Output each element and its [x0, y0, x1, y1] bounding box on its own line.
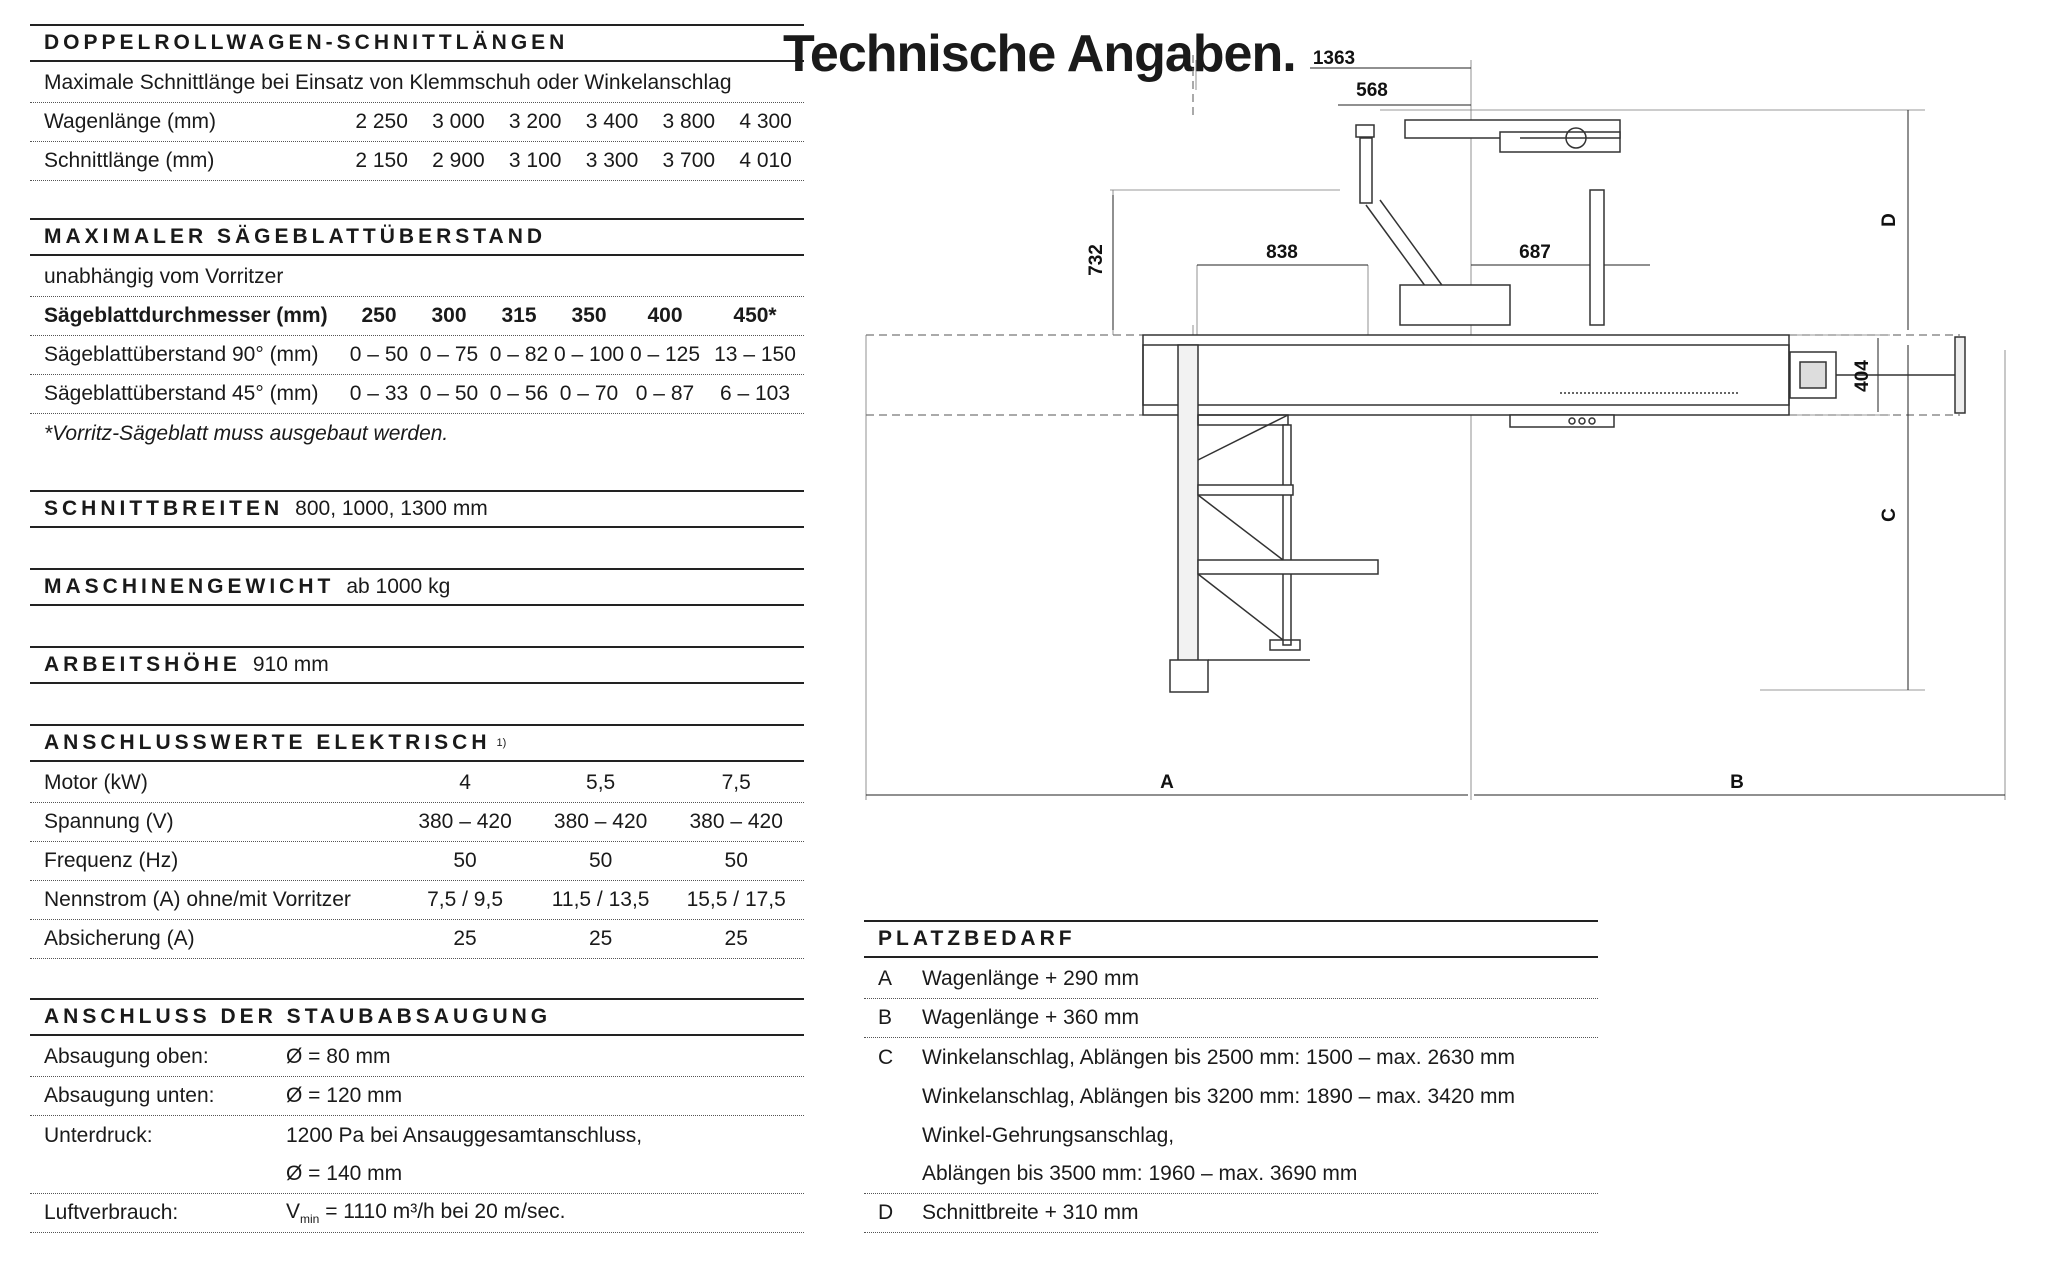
cell: 380 – 420 — [553, 810, 648, 833]
row-label: Luftverbrauch: — [44, 1201, 179, 1224]
cell: 11,5 / 13,5 — [551, 888, 650, 911]
cell: 50 — [724, 849, 748, 872]
cell: Ø = 140 mm — [286, 1162, 403, 1185]
row-label: Absaugung unten: — [44, 1084, 215, 1107]
cell: 25 — [453, 927, 477, 950]
page-title: Technische Angaben. — [783, 25, 1296, 83]
cell: 3 300 — [585, 149, 639, 172]
footnote-marker: 1) — [496, 737, 507, 749]
cell: 3 100 — [508, 149, 562, 172]
section-title-text: ANSCHLUSSWERTE ELEKTRISCH — [44, 731, 491, 754]
table-row — [30, 1038, 804, 1077]
footnote-row — [30, 414, 804, 453]
cell: 0 – 87 — [635, 382, 695, 405]
list-item — [864, 1038, 1598, 1077]
cell: 0 – 50 — [419, 382, 479, 405]
dimension-label: A — [1160, 772, 1174, 793]
dimension-label: D — [1879, 213, 1900, 227]
list-item — [864, 960, 1598, 999]
table-row — [30, 920, 804, 959]
cell: 2 900 — [432, 149, 485, 172]
row-label: Frequenz (Hz) — [44, 849, 179, 872]
list-item — [864, 1155, 1598, 1194]
table-row — [30, 1155, 804, 1194]
cell: 6 – 103 — [719, 382, 791, 405]
extension-lines — [866, 60, 2005, 800]
cell: 1200 Pa bei Ansauggesamtanschluss, — [286, 1123, 643, 1147]
row-label: Absaugung oben: — [44, 1045, 209, 1068]
cell: 0 – 100 — [554, 343, 625, 366]
item-text: Schnittbreite + 310 mm — [922, 1201, 1139, 1224]
value-text: = 1110 m³/h bei 20 m/sec. — [319, 1199, 566, 1223]
cell: 3 000 — [432, 110, 485, 133]
row-label: Schnittlänge (mm) — [44, 149, 215, 172]
section-value: 910 mm — [252, 653, 329, 676]
cell: 0 – 33 — [349, 382, 409, 405]
table-row — [30, 64, 804, 103]
item-letter: C — [878, 1045, 894, 1069]
cell: 0 – 75 — [419, 343, 479, 366]
dimension-label: B — [1730, 772, 1744, 793]
table-row — [30, 1194, 804, 1233]
section-title-text: MASCHINENGEWICHT — [44, 575, 335, 598]
section-staub-title — [30, 998, 804, 1036]
item-text: Winkelanschlag, Ablängen bis 2500 mm: 1500 – max. 2630 mm — [922, 1045, 1515, 1069]
subtitle: Maximale Schnittlänge bei Einsatz von Klemmschuh oder Winkelanschlag — [44, 71, 732, 94]
dimension-label: 1363 — [1312, 48, 1356, 69]
cell: 380 – 420 — [418, 810, 512, 833]
item-letter: D — [878, 1201, 894, 1224]
cell: 0 – 56 — [489, 382, 549, 405]
list-item — [864, 999, 1598, 1038]
crosscut-arm — [1356, 120, 1620, 325]
section-platzbedarf-title — [864, 920, 1598, 958]
table-row — [30, 842, 804, 881]
row-label: Absicherung (A) — [44, 927, 195, 950]
item-text: Ablängen bis 3500 mm: 1960 – max. 3690 mm — [922, 1162, 1358, 1185]
row-label: Unterdruck: — [44, 1123, 153, 1147]
cell: 15,5 / 17,5 — [686, 888, 786, 911]
dimension-label: C — [1879, 508, 1900, 522]
section-title-text: SCHNITTBREITEN — [44, 497, 284, 520]
column-header: 450* — [733, 304, 777, 327]
cell: 50 — [453, 849, 477, 872]
item-letter: B — [878, 1006, 893, 1029]
list-item — [864, 1194, 1598, 1233]
section-arbeitshoehe — [30, 646, 804, 684]
cell: 3 700 — [662, 149, 716, 172]
row-label: Spannung (V) — [44, 810, 174, 833]
cell: 4 300 — [739, 110, 792, 133]
dimension-label: 568 — [1356, 80, 1388, 101]
list-item — [864, 1116, 1598, 1155]
cell: 0 – 50 — [349, 343, 409, 366]
value-subscript: min — [300, 1212, 320, 1227]
value-prefix: V — [286, 1199, 301, 1223]
technical-drawing — [860, 40, 2010, 810]
section-value: ab 1000 kg — [346, 575, 451, 598]
section-title-text: MAXIMALER SÄGEBLATTÜBERSTAND — [44, 225, 547, 248]
column-header: 300 — [431, 304, 467, 327]
column-header: 400 — [647, 304, 683, 327]
table-row — [30, 336, 804, 375]
table-header-row — [30, 297, 804, 336]
row-label: Wagenlänge (mm) — [44, 110, 216, 133]
row-label: Sägeblattüberstand 45° (mm) — [44, 382, 319, 405]
list-item — [864, 1077, 1598, 1116]
subtitle: unabhängig vom Vorritzer — [44, 265, 284, 288]
cell: 25 — [588, 927, 613, 950]
cell: 13 – 150 — [714, 343, 796, 366]
section-ueberstand-title — [30, 218, 804, 256]
cell: 0 – 125 — [629, 343, 701, 366]
section-doppelrollwagen-title — [30, 24, 804, 62]
section-title-text: ANSCHLUSS DER STAUBABSAUGUNG — [44, 1005, 552, 1028]
cell: 380 – 420 — [689, 810, 783, 833]
row-label: Motor (kW) — [44, 771, 148, 794]
cell: Ø = 120 mm — [286, 1084, 403, 1107]
section-elektrisch-title — [30, 724, 804, 762]
cell: 3 200 — [508, 110, 562, 133]
cell: 3 800 — [662, 110, 716, 133]
column-header: 315 — [501, 304, 537, 327]
machine-body — [1143, 335, 1965, 427]
table-row — [30, 1077, 804, 1116]
cell — [286, 1200, 565, 1226]
dimension-lines — [866, 68, 2005, 795]
section-gewicht — [30, 568, 804, 606]
cell: 0 – 82 — [489, 343, 549, 366]
table-row — [30, 375, 804, 414]
section-title-text: DOPPELROLLWAGEN-SCHNITTLÄNGEN — [44, 31, 569, 54]
item-text: Wagenlänge + 360 mm — [922, 1006, 1139, 1029]
dimension-label: 687 — [1519, 242, 1551, 263]
cell: 0 – 70 — [559, 382, 619, 405]
table-row — [30, 258, 804, 297]
footnote: *Vorritz-Sägeblatt muss ausgebaut werden. — [44, 421, 449, 445]
row-label: Sägeblattdurchmesser (mm) — [44, 304, 328, 327]
row-label: Nennstrom (A) ohne/mit Vorritzer — [44, 888, 351, 911]
item-text: Wagenlänge + 290 mm — [922, 967, 1139, 990]
cell: Ø = 80 mm — [286, 1045, 391, 1068]
section-title-text: PLATZBEDARF — [878, 927, 1076, 950]
cell: 7,5 / 9,5 — [427, 888, 503, 911]
column-header: 350 — [571, 304, 607, 327]
dimension-label: 404 — [1852, 360, 1873, 392]
table-row — [30, 764, 804, 803]
table-row — [30, 803, 804, 842]
cell: 2 150 — [355, 149, 408, 172]
table-row — [30, 142, 804, 181]
table-row — [30, 103, 804, 142]
cell: 50 — [588, 849, 613, 872]
row-label: Sägeblattüberstand 90° (mm) — [44, 343, 319, 366]
cell: 4 — [459, 771, 471, 794]
cell: 3 400 — [585, 110, 639, 133]
column-header: 250 — [361, 304, 397, 327]
cell: 5,5 — [586, 771, 616, 794]
dimension-label: 838 — [1266, 242, 1298, 263]
section-value: 800, 1000, 1300 mm — [295, 497, 488, 520]
item-text: Winkelanschlag, Ablängen bis 3200 mm: 1890 – max. 3420 mm — [922, 1084, 1515, 1108]
cell: 25 — [724, 927, 748, 950]
item-letter: A — [878, 967, 893, 990]
table-row — [30, 881, 804, 920]
cell: 2 250 — [355, 110, 408, 133]
cell: 7,5 — [721, 771, 751, 794]
cell: 4 010 — [739, 149, 792, 172]
item-text: Winkel-Gehrungsanschlag, — [922, 1123, 1175, 1147]
table-row — [30, 1116, 804, 1155]
section-title-text: ARBEITSHÖHE — [44, 653, 241, 676]
dimension-label: 732 — [1086, 244, 1107, 276]
section-schnittbreiten — [30, 490, 804, 528]
